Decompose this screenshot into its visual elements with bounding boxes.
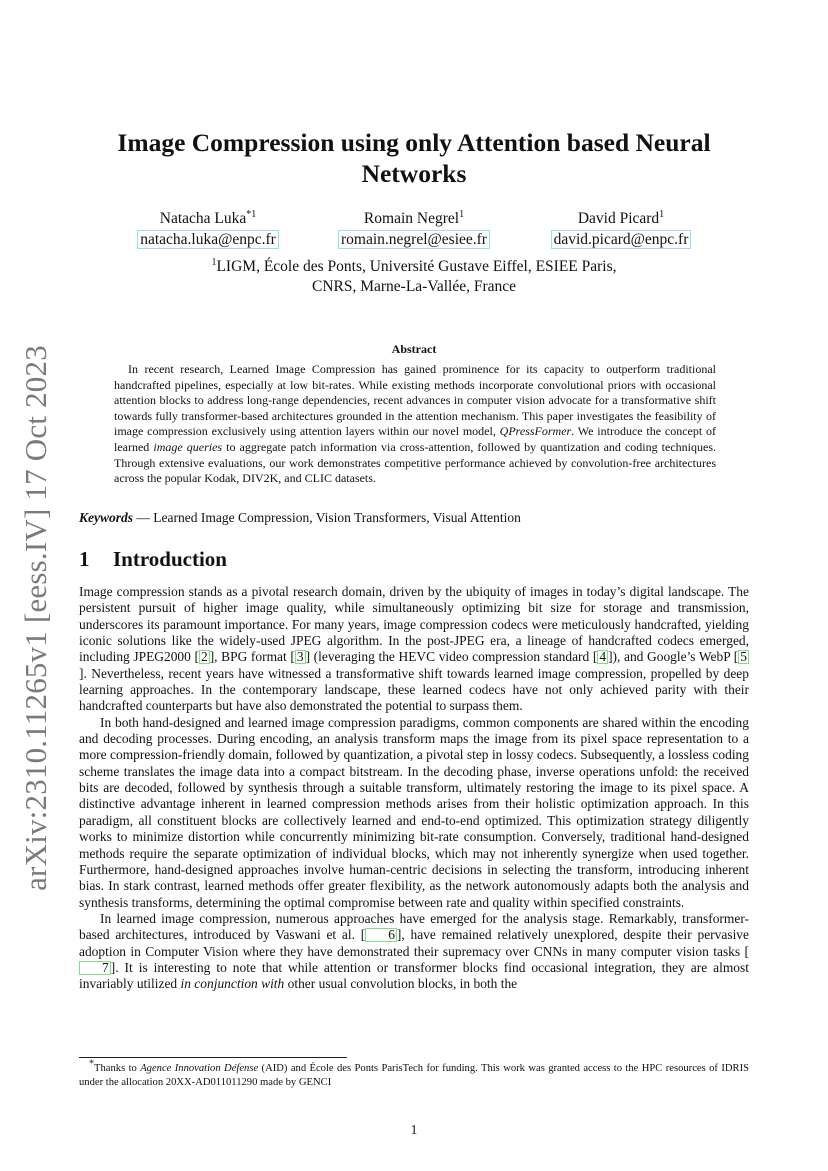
text-run: Thanks to	[94, 1063, 141, 1074]
text-run: , BPG format	[214, 649, 291, 665]
abstract-text: In recent research, Learned Image Compression has gained prominence for its capacity to outperform traditional handcrafted pipelines, especially at low bit-rates. While existing methods incorporate convolutional priors with occasional attention blocks to address long-range dependencies, recent advances in computer vision advocate for a transformative shift towards fully transformer-based architectures grounded in the attention mechanism. This paper investigates the feasibility of image compression exclusively using attention layers within our novel model,	[114, 362, 716, 439]
introduction-body	[79, 584, 749, 993]
section-number: 1	[79, 547, 90, 571]
citation-link[interactable]: 3	[296, 649, 304, 665]
section-heading	[79, 547, 227, 572]
abstract-text: to aggregate patch information via cross-attention, followed by quantization and coding techniques. Through extensive evaluations, our work demonstrates competitive performance achieved by convolution-free architectures across the popular Kodak, DIV2K, and CLIC datasets.	[114, 439, 716, 486]
abstract-heading: Abstract	[391, 342, 437, 356]
footnote-mark: *	[89, 1058, 94, 1070]
text-run: (AID) and École des Ponts ParisTech for funding. This work was granted access to the HPC resources of IDRIS under the allocation 20XX-AD011011290 made by GENCI	[79, 1063, 749, 1088]
affiliation-line-2: CNRS, Marne-La-Vallée, France	[311, 278, 516, 295]
author-email-link[interactable]: natacha.luka@enpc.fr	[137, 230, 279, 249]
model-name: QPressFormer	[499, 424, 572, 439]
footnote-rule	[79, 1057, 347, 1058]
text-run: . Nevertheless, recent years have witnessed a transformative shift towards learned image compression, propelled by deep learning approaches. In the contemporary landscape, these learned codecs have not only achieved parity with their handcrafted counterparts but have also demonstrated the potential to surpass them.	[79, 665, 749, 714]
citation-link[interactable]: 5	[740, 649, 747, 665]
author-name: Natacha Luka	[159, 210, 247, 227]
author-block	[542, 208, 700, 250]
author-block	[332, 208, 496, 250]
keywords	[79, 510, 749, 526]
keywords-text: — Learned Image Compression, Vision Transformers, Visual Attention	[133, 510, 521, 525]
agency-name: Agence Innovation Défense	[140, 1063, 259, 1074]
text-run: In learned image compression, numerous approaches have emerged for the analysis stage. Remarkably, transformer-based architectures, introduced by Vaswani et al.	[79, 910, 749, 943]
arxiv-sidebar	[18, 345, 54, 891]
text-run: other usual convolution blocks, in both the	[284, 976, 518, 992]
author-email-link[interactable]: romain.negrel@esiee.fr	[338, 230, 490, 249]
text-run: Image compression stands as a pivotal research domain, driven by the ubiquity of images in today’s digital landscape. The persistent pursuit of higher image quality, while simultaneously optimizing bit size for storage and transmission, underscores its paramount importance. For many years, image compression codecs were meticulously handcrafted, yielding iconic solutions like the widely-used JPEG algorithm. In the post-JPEG era, a lineage of handcrafted codecs emerged, including JPEG2000	[79, 584, 749, 665]
text-run: ), and Google’s WebP	[612, 649, 734, 665]
citation-link[interactable]: 7	[79, 961, 111, 975]
paper-title: Image Compression using only Attention based Neural Networks	[117, 128, 711, 188]
affiliation-line-1: LIGM, École des Ponts, Université Gustave Eiffel, ESIEE Paris,	[216, 258, 617, 275]
author-mark: *1	[246, 208, 257, 220]
page-number: 1	[410, 1122, 418, 1137]
author-block	[128, 208, 288, 250]
citation-link[interactable]: 6	[365, 928, 397, 942]
affiliation-mark: 1	[211, 256, 217, 268]
paragraph: In learned image compression, numerous approaches have emerged for the analysis stage. Remarkably, transformer-based architectures, introduced by Vaswani et al. [ 6 ], have remained relatively unexplored, despite their pervasive adoption in Computer Vision where they have demonstrated their supremacy over CNNs in many computer vision tasks [7 ]. It is interesting to note that while attention or transformer blocks find occasional integration, they are almost invariably utilized in conjunction with other usual convolution blocks, in both the	[79, 910, 749, 992]
image-queries-term: image queries	[153, 439, 223, 454]
author-email-link[interactable]: david.picard@enpc.fr	[551, 230, 692, 249]
abstract-body	[114, 362, 716, 487]
affiliation	[150, 257, 678, 297]
citation-link[interactable]: 4	[599, 649, 607, 665]
keywords-label: Keywords	[79, 510, 133, 525]
emphasis: in conjunction with	[180, 976, 285, 992]
text-run: (leveraging the HEVC video compression standard	[310, 649, 593, 665]
citation-link[interactable]: 2	[200, 649, 208, 665]
author-mark: 1	[659, 208, 665, 220]
abstract-text: . We introduce the concept of learned	[114, 424, 717, 454]
author-name: Romain Negrel	[363, 210, 460, 227]
paragraph: In both hand-designed and learned image compression paradigms, common components are shared within the encoding and decoding processes. During encoding, an analysis transform maps the image from its pixel space representation to a more compression-friendly domain, followed by quantization, a pivotal step in lossy codecs. Subsequently, a lossless coding scheme translates the image data into a compact bitstream. In the decoding phase, inverse operations unfold: the received bits are decoded, followed by synthesis through a suitable transform, ultimately restoring the image to its pixel space. A distinctive advantage inherent in learned compression methods arises from their holistic optimization approach. In this paradigm, all constituent blocks are collectively learned and end-to-end optimized. This optimization strategy diligently works to minimize distortion while concurrently minimizing bit-rate consumption. Conversely, traditional hand-designed methods require the separate optimization of individual blocks, which may not inherently synergize when used together. Furthermore, hand-designed approaches involve human-centric decisions in selecting the transform, introducing inherent bias. In stark contrast, learned methods offer greater flexibility, as the network autonomously adapts both the analysis and synthesis transforms, determining the optimal compromise between rate and quality within specified constraints.	[79, 714, 749, 910]
section-title: Introduction	[113, 547, 227, 571]
arxiv-identifier: arXiv:2310.11265v1 [eess.IV] 17 Oct 2023	[18, 345, 53, 891]
author-name: David Picard	[577, 210, 660, 227]
paragraph: Image compression stands as a pivotal research domain, driven by the ubiquity of images in today’s digital landscape. The persistent pursuit of higher image quality, while simultaneously optimizing bit size for storage and transmission, underscores its paramount importance. For many years, image compression codecs were meticulously handcrafted, yielding iconic solutions like the widely-used JPEG algorithm. In the post-JPEG era, a lineage of handcrafted codecs emerged, including JPEG2000 [ 2 ], BPG format [ 3 ] (leveraging the HEVC video compression standard [ 4 ]), and Google’s WebP [ 5]. Nevertheless, recent years have witnessed a transformative shift towards learned image compression, propelled by deep learning approaches. In the contemporary landscape, these learned codecs have not only achieved parity with their handcrafted counterparts but have also demonstrated the potential to surpass them.	[79, 584, 749, 714]
footnote	[79, 1058, 749, 1089]
author-mark: 1	[459, 208, 465, 220]
text-run: , have remained relatively unexplored, despite their pervasive adoption in Computer Vision where they have demonstrated their supremacy over CNNs in many computer vision tasks	[79, 927, 749, 959]
text-run: . It is interesting to note that while attention or transformer blocks find occasional integration, they are almost invariably utilized	[79, 959, 749, 992]
